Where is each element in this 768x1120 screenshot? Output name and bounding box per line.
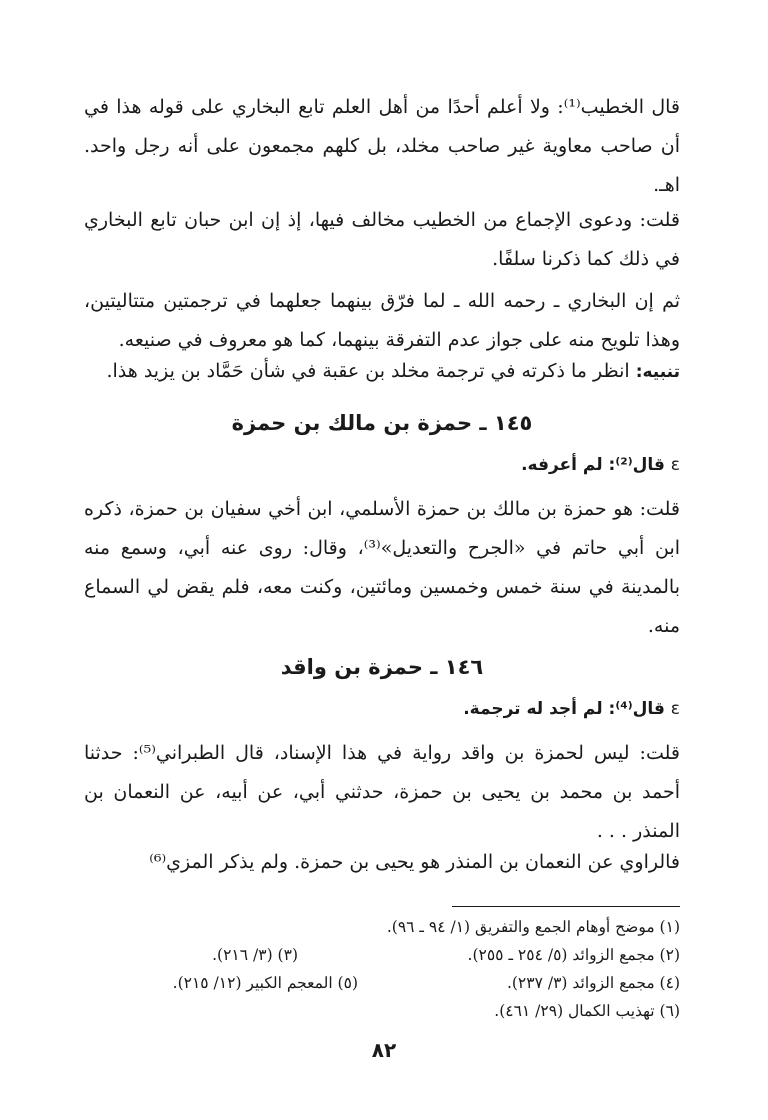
entry-146-heading: ١٤٦ ـ حمزة بن واقد (280, 655, 484, 679)
entry-146-qala (84, 695, 680, 723)
paragraph-bukhari-tarjama: ثم إن البخاري ـ رحمه الله ـ لما فرّق بينهما جعلهما في ترجمتين متتاليتين، وهذا تلويح منه على جواز عدم التفرقة بينهما، كما هو معروف في صنيعه. (84, 290, 680, 351)
footnote-divider (452, 906, 680, 907)
entry-145-qala (84, 451, 680, 479)
footnote-4: (٤) مجمع الزوائد (٣/ ٢٣٧). (506, 974, 680, 992)
footnote-5: (٥) المعجم الكبير (١٢/ ٢١٥). (172, 974, 358, 992)
paragraph-ijma-claim: قلت: ودعوى الإجماع من الخطيب مخالف فيها، إذ إن ابن حبان تابع البخاري في ذلك كما ذكرنا سلفًا. (84, 209, 680, 270)
tanbih-text: انظر ما ذكرته في ترجمة مخلد بن عقبة في شأن حَمَّاد بن يزيد هذا. (106, 360, 636, 382)
tanbih-label: تنبيه: (635, 362, 680, 382)
footnote-2: (٢) مجمع الزوائد (٥/ ٢٥٤ ـ ٢٥٥). (467, 946, 680, 964)
footnote-6: (٦) تهذيب الكمال (٢٩/ ٤٦١). (494, 1002, 680, 1020)
qala-text: قال⁽⁴⁾: لم أجد له ترجمة. (463, 699, 671, 719)
entry-146-text-continued: فالراوي عن النعمان بن المنذر هو يحيى بن حمزة. ولم يذكر المزي⁽⁶⁾ (149, 851, 680, 873)
paragraph-tanbih (84, 352, 680, 392)
paragraph-khatib-quote: قال الخطيب⁽¹⁾: ولا أعلم أحدًا من أهل العلم تابع البخاري على قوله هذا في أن صاحب معاوية غير صاحب مخلد، بل كلهم مجمعون على أنه رجل واحد. اهـ. (84, 96, 680, 196)
page-number: ٨٢ (371, 1038, 397, 1062)
footnote-1: (١) موضح أوهام الجمع والتفريق (١/ ٩٤ ـ ٩٦). (386, 918, 680, 936)
qala-text: قال⁽²⁾: لم أعرفه. (521, 455, 671, 475)
entry-146-text: قلت: ليس لحمزة بن واقد رواية في هذا الإسناد، قال الطبراني⁽⁵⁾: حدثنا أحمد بن محمد بن يحيى بن حمزة، حدثني أبي، عن أبيه، عن النعمان بن المنذر . . . (84, 742, 680, 842)
qala-marker-icon: ε (670, 455, 680, 475)
entry-145-text: قلت: هو حمزة بن مالك بن حمزة الأسلمي، ابن أخي سفيان بن حمزة، ذكره ابن أبي حاتم في «الجرح والتعديل»⁽³⁾، وقال: روى عنه أبي، وسمع منه بالمدينة في سنة خمس وخمسين ومائتين، وكنت معه، فلم يقض لي السماع منه. (84, 498, 681, 637)
entry-145-heading: ١٤٥ ـ حمزة بن مالك بن حمزة (231, 411, 533, 435)
footnote-3: (٣) (٣/ ٢١٦). (212, 946, 298, 964)
qala-marker-icon: ε (670, 699, 680, 719)
